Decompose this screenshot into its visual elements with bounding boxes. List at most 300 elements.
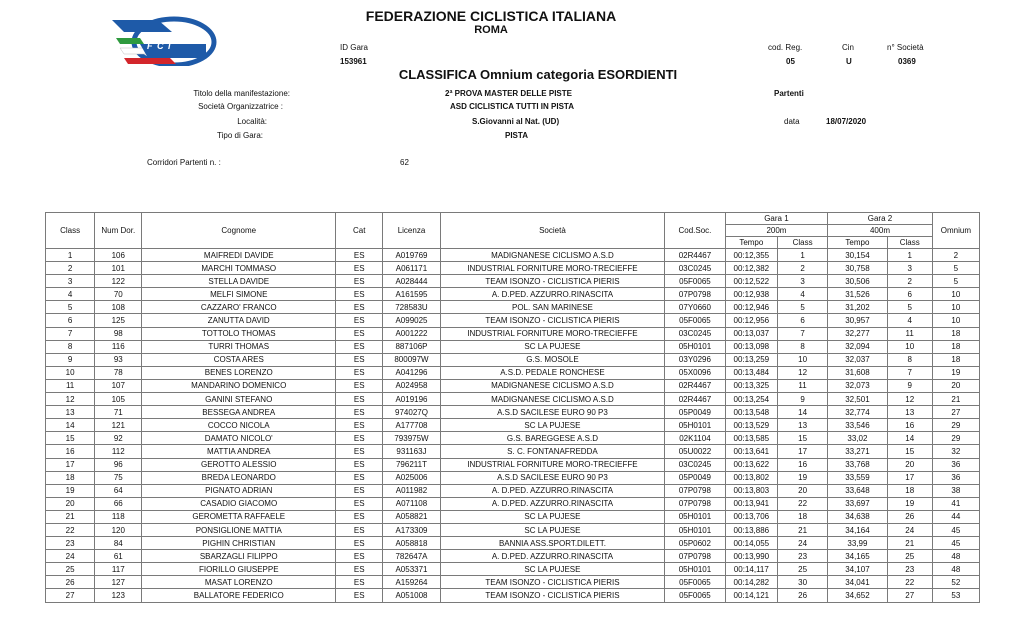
cell-gara2-class: 17 (887, 471, 932, 484)
cell-gara1-class: 25 (777, 563, 827, 576)
cell-societa: INDUSTRIAL FORNITURE MORO-TRECIEFFE (440, 327, 665, 340)
cell-num-dor: 64 (95, 484, 142, 497)
cell-cat: ES (336, 419, 383, 432)
cell-gara2-tempo: 34,107 (828, 563, 887, 576)
table-row (46, 497, 980, 510)
cell-gara1-tempo: 00:13,259 (725, 353, 777, 366)
cell-gara2-tempo: 31,526 (828, 288, 887, 301)
table-row (46, 406, 980, 419)
col-header-cat: Cat (336, 213, 383, 249)
cell-societa: INDUSTRIAL FORNITURE MORO-TRECIEFFE (440, 262, 665, 275)
cell-omnium: 5 (932, 262, 979, 275)
cell-cod-soc: 05P0049 (665, 471, 725, 484)
cell-gara1-tempo: 00:13,254 (725, 393, 777, 406)
tipo-label: Tipo di Gara: (217, 131, 263, 140)
gara2-tempo-header: Tempo (828, 237, 887, 249)
cell-gara2-tempo: 34,164 (828, 523, 887, 536)
table-row (46, 471, 980, 484)
cell-gara1-class: 17 (777, 445, 827, 458)
cell-class: 5 (46, 301, 95, 314)
cell-cognome: TOTTOLO THOMAS (142, 327, 336, 340)
cell-gara2-class: 5 (887, 301, 932, 314)
cell-societa: BANNIA ASS.SPORT.DILETT. (440, 537, 665, 550)
cell-gara1-tempo: 00:13,622 (725, 458, 777, 471)
col-header-class: Class (46, 213, 95, 249)
cell-gara1-tempo: 00:13,641 (725, 445, 777, 458)
table-row (46, 327, 980, 340)
col-header-omnium: Omnium (932, 213, 979, 249)
id-gara-value: 153961 (340, 57, 367, 66)
table-row (46, 484, 980, 497)
cell-societa: POL. SAN MARINESE (440, 301, 665, 314)
cell-cognome: MASAT LORENZO (142, 576, 336, 589)
cell-licenza: 728583U (383, 301, 440, 314)
cell-gara1-class: 14 (777, 406, 827, 419)
cell-gara1-tempo: 00:14,121 (725, 589, 777, 602)
cell-omnium: 45 (932, 523, 979, 536)
cell-cat: ES (336, 379, 383, 392)
cell-gara1-class: 15 (777, 432, 827, 445)
cell-gara2-tempo: 33,271 (828, 445, 887, 458)
cell-cat: ES (336, 550, 383, 563)
cell-licenza: 974027Q (383, 406, 440, 419)
cell-cat: ES (336, 393, 383, 406)
cell-gara1-class: 12 (777, 366, 827, 379)
cell-gara2-class: 19 (887, 497, 932, 510)
cell-gara2-tempo: 33,99 (828, 537, 887, 550)
table-row (46, 340, 980, 353)
cell-class: 13 (46, 406, 95, 419)
corridori-label: Corridori Partenti n. : (147, 158, 221, 167)
col-header-num-dor: Num Dor. (95, 213, 142, 249)
gara2-distance: 400m (828, 225, 933, 237)
cell-gara2-tempo: 34,638 (828, 510, 887, 523)
cell-omnium: 36 (932, 471, 979, 484)
cell-cod-soc: 05H0101 (665, 523, 725, 536)
table-row (46, 262, 980, 275)
cell-cognome: BESSEGA ANDREA (142, 406, 336, 419)
cell-gara1-tempo: 00:13,098 (725, 340, 777, 353)
cell-licenza: A041296 (383, 366, 440, 379)
cell-cod-soc: 05F0065 (665, 275, 725, 288)
table-row (46, 353, 980, 366)
cell-gara1-class: 4 (777, 288, 827, 301)
gara2-class-header: Class (887, 237, 932, 249)
cell-gara2-tempo: 33,768 (828, 458, 887, 471)
cell-gara2-tempo: 30,758 (828, 262, 887, 275)
table-row (46, 249, 980, 262)
cell-num-dor: 122 (95, 275, 142, 288)
cell-num-dor: 127 (95, 576, 142, 589)
cell-class: 18 (46, 471, 95, 484)
cell-cat: ES (336, 563, 383, 576)
societa-value: ASD CICLISTICA TUTTI IN PISTA (450, 102, 574, 111)
federation-city: ROMA (474, 24, 508, 36)
cell-gara1-class: 10 (777, 353, 827, 366)
tipo-value: PISTA (505, 131, 528, 140)
cell-cod-soc: 03C0245 (665, 262, 725, 275)
cell-gara2-class: 11 (887, 327, 932, 340)
cell-num-dor: 120 (95, 523, 142, 536)
cell-societa: A. D.PED. AZZURRO.RINASCITA (440, 497, 665, 510)
cell-num-dor: 96 (95, 458, 142, 471)
col-header-gara2: Gara 2 (828, 213, 933, 225)
cell-licenza: A024958 (383, 379, 440, 392)
cell-cod-soc: 05H0101 (665, 419, 725, 432)
cell-cat: ES (336, 589, 383, 602)
cell-class: 19 (46, 484, 95, 497)
cell-omnium: 41 (932, 497, 979, 510)
cell-omnium: 38 (932, 484, 979, 497)
col-header-licenza: Licenza (383, 213, 440, 249)
cell-gara2-tempo: 30,506 (828, 275, 887, 288)
cell-societa: TEAM ISONZO - CICLISTICA PIERIS (440, 576, 665, 589)
cell-cat: ES (336, 262, 383, 275)
cell-cod-soc: 02R4467 (665, 379, 725, 392)
cell-licenza: A058818 (383, 537, 440, 550)
cell-cod-soc: 07P0798 (665, 497, 725, 510)
data-value: 18/07/2020 (826, 117, 867, 126)
cell-cognome: MARCHI TOMMASO (142, 262, 336, 275)
cell-cognome: COSTA ARES (142, 353, 336, 366)
cell-omnium: 10 (932, 288, 979, 301)
cell-societa: A. D.PED. AZZURRO.RINASCITA (440, 288, 665, 301)
cell-cod-soc: 05X0096 (665, 366, 725, 379)
cell-cognome: MAIFREDI DAVIDE (142, 249, 336, 262)
cell-num-dor: 84 (95, 537, 142, 550)
cell-gara1-class: 16 (777, 458, 827, 471)
cell-cod-soc: 05U0022 (665, 445, 725, 458)
cell-societa: G.S. BAREGGESE A.S.D (440, 432, 665, 445)
cell-licenza: A061171 (383, 262, 440, 275)
cell-cod-soc: 02R4467 (665, 393, 725, 406)
cell-class: 23 (46, 537, 95, 550)
cell-gara1-class: 24 (777, 537, 827, 550)
cell-omnium: 10 (932, 301, 979, 314)
cell-gara1-tempo: 00:12,355 (725, 249, 777, 262)
cell-class: 20 (46, 497, 95, 510)
cell-cod-soc: 02K1104 (665, 432, 725, 445)
cell-cognome: DAMATO NICOLO' (142, 432, 336, 445)
col-header-cognome: Cognome (142, 213, 336, 249)
cell-num-dor: 66 (95, 497, 142, 510)
cell-cat: ES (336, 432, 383, 445)
cell-cat: ES (336, 340, 383, 353)
cell-cognome: BREDA LEONARDO (142, 471, 336, 484)
cell-omnium: 48 (932, 550, 979, 563)
cell-num-dor: 93 (95, 353, 142, 366)
cell-cat: ES (336, 249, 383, 262)
cin-label: Cin (842, 43, 855, 52)
cell-gara2-tempo: 32,037 (828, 353, 887, 366)
table-row (46, 445, 980, 458)
cell-cognome: COCCO NICOLA (142, 419, 336, 432)
cell-societa: SC LA PUJESE (440, 340, 665, 353)
cell-gara1-tempo: 00:13,037 (725, 327, 777, 340)
cell-gara2-tempo: 32,277 (828, 327, 887, 340)
cell-gara1-tempo: 00:12,382 (725, 262, 777, 275)
gara1-class-header: Class (777, 237, 827, 249)
cell-gara2-tempo: 34,652 (828, 589, 887, 602)
cell-num-dor: 92 (95, 432, 142, 445)
cell-cat: ES (336, 406, 383, 419)
cell-gara2-tempo: 32,774 (828, 406, 887, 419)
table-row (46, 366, 980, 379)
titolo-label: Titolo della manifestazione: (193, 89, 290, 98)
cell-gara1-tempo: 00:14,282 (725, 576, 777, 589)
cell-gara2-class: 4 (887, 314, 932, 327)
cell-cod-soc: 03C0245 (665, 327, 725, 340)
cell-omnium: 18 (932, 340, 979, 353)
cell-gara2-tempo: 33,697 (828, 497, 887, 510)
cell-num-dor: 71 (95, 406, 142, 419)
cell-class: 25 (46, 563, 95, 576)
cell-licenza: A011982 (383, 484, 440, 497)
cell-societa: SC LA PUJESE (440, 419, 665, 432)
cell-class: 7 (46, 327, 95, 340)
table-row (46, 537, 980, 550)
cell-gara2-tempo: 33,648 (828, 484, 887, 497)
cell-gara1-tempo: 00:12,956 (725, 314, 777, 327)
cell-omnium: 18 (932, 327, 979, 340)
cell-gara1-class: 19 (777, 471, 827, 484)
cell-cognome: BENES LORENZO (142, 366, 336, 379)
gara1-distance: 200m (725, 225, 828, 237)
cell-licenza: A053371 (383, 563, 440, 576)
table-row (46, 379, 980, 392)
cell-gara1-tempo: 00:13,941 (725, 497, 777, 510)
cell-gara2-tempo: 33,02 (828, 432, 887, 445)
cell-omnium: 27 (932, 406, 979, 419)
cell-gara2-class: 12 (887, 393, 932, 406)
cell-gara2-class: 27 (887, 589, 932, 602)
cell-num-dor: 112 (95, 445, 142, 458)
cell-omnium: 20 (932, 379, 979, 392)
cell-cognome: SBARZAGLI FILIPPO (142, 550, 336, 563)
cell-gara1-class: 6 (777, 314, 827, 327)
cell-omnium: 45 (932, 537, 979, 550)
cell-class: 4 (46, 288, 95, 301)
cell-cod-soc: 05H0101 (665, 510, 725, 523)
cell-societa: INDUSTRIAL FORNITURE MORO-TRECIEFFE (440, 458, 665, 471)
cell-cod-soc: 07P0798 (665, 550, 725, 563)
cell-licenza: A058821 (383, 510, 440, 523)
cell-num-dor: 116 (95, 340, 142, 353)
cell-gara1-tempo: 00:13,585 (725, 432, 777, 445)
table-row (46, 510, 980, 523)
cell-societa: G.S. MOSOLE (440, 353, 665, 366)
cell-cod-soc: 07Y0660 (665, 301, 725, 314)
cell-societa: A.S.D SACILESE EURO 90 P3 (440, 471, 665, 484)
cin-value: U (846, 57, 852, 66)
cod-reg-label: cod. Reg. (768, 43, 803, 52)
cell-class: 27 (46, 589, 95, 602)
cell-omnium: 44 (932, 510, 979, 523)
cell-gara2-class: 18 (887, 484, 932, 497)
cell-omnium: 29 (932, 419, 979, 432)
cell-gara2-tempo: 32,094 (828, 340, 887, 353)
cell-societa: A.S.D SACILESE EURO 90 P3 (440, 406, 665, 419)
cell-societa: MADIGNANESE CICLISMO A.S.D (440, 249, 665, 262)
cell-licenza: 931163J (383, 445, 440, 458)
cell-cognome: MATTIA ANDREA (142, 445, 336, 458)
cell-cognome: CASADIO GIACOMO (142, 497, 336, 510)
cell-gara1-tempo: 00:14,117 (725, 563, 777, 576)
cell-gara2-tempo: 33,546 (828, 419, 887, 432)
cell-class: 17 (46, 458, 95, 471)
cell-gara2-class: 26 (887, 510, 932, 523)
cell-cognome: PONSIGLIONE MATTIA (142, 523, 336, 536)
cell-num-dor: 121 (95, 419, 142, 432)
cell-cod-soc: 02R4467 (665, 249, 725, 262)
col-header-cod-soc: Cod.Soc. (665, 213, 725, 249)
cell-societa: S. C. FONTANAFREDDA (440, 445, 665, 458)
cell-class: 14 (46, 419, 95, 432)
cell-cod-soc: 05F0065 (665, 576, 725, 589)
corridori-value: 62 (400, 158, 409, 167)
cell-gara2-class: 7 (887, 366, 932, 379)
col-header-gara1: Gara 1 (725, 213, 828, 225)
cell-cognome: MANDARINO DOMENICO (142, 379, 336, 392)
cell-num-dor: 101 (95, 262, 142, 275)
cell-class: 2 (46, 262, 95, 275)
cell-gara2-class: 14 (887, 432, 932, 445)
cell-cognome: BALLATORE FEDERICO (142, 589, 336, 602)
cell-gara1-class: 23 (777, 550, 827, 563)
cell-licenza: 887106P (383, 340, 440, 353)
cell-gara1-class: 5 (777, 301, 827, 314)
col-header-societa: Società (440, 213, 665, 249)
results-body (46, 249, 980, 603)
cell-gara1-tempo: 00:14,055 (725, 537, 777, 550)
cell-cat: ES (336, 301, 383, 314)
cell-gara2-tempo: 34,041 (828, 576, 887, 589)
cell-class: 11 (46, 379, 95, 392)
cell-cat: ES (336, 366, 383, 379)
cell-omnium: 53 (932, 589, 979, 602)
cell-licenza: A099025 (383, 314, 440, 327)
cell-gara1-class: 22 (777, 497, 827, 510)
cell-num-dor: 125 (95, 314, 142, 327)
titolo-value: 2ª PROVA MASTER DELLE PISTE (445, 89, 572, 98)
cell-gara1-class: 2 (777, 262, 827, 275)
cell-cod-soc: 05P0602 (665, 537, 725, 550)
cell-societa: SC LA PUJESE (440, 563, 665, 576)
cell-gara2-class: 3 (887, 262, 932, 275)
cell-omnium: 5 (932, 275, 979, 288)
cell-gara2-tempo: 33,559 (828, 471, 887, 484)
cell-gara1-tempo: 00:13,529 (725, 419, 777, 432)
cell-cat: ES (336, 497, 383, 510)
cod-reg-value: 05 (786, 57, 795, 66)
cell-licenza: 782647A (383, 550, 440, 563)
cell-cognome: PIGHIN CHRISTIAN (142, 537, 336, 550)
cell-gara2-class: 13 (887, 406, 932, 419)
cell-cat: ES (336, 510, 383, 523)
cell-cod-soc: 05F0065 (665, 589, 725, 602)
cell-licenza: A159264 (383, 576, 440, 589)
cell-class: 6 (46, 314, 95, 327)
gara1-tempo-header: Tempo (725, 237, 777, 249)
table-row (46, 576, 980, 589)
localita-value: S.Giovanni al Nat. (UD) (472, 117, 560, 126)
cell-num-dor: 105 (95, 393, 142, 406)
table-row (46, 275, 980, 288)
cell-gara2-class: 16 (887, 419, 932, 432)
cell-licenza: A028444 (383, 275, 440, 288)
table-row (46, 523, 980, 536)
cell-cat: ES (336, 576, 383, 589)
cell-cat: ES (336, 275, 383, 288)
cell-gara2-class: 20 (887, 458, 932, 471)
cell-cod-soc: 05H0101 (665, 340, 725, 353)
cell-gara1-class: 8 (777, 340, 827, 353)
cell-licenza: 796211T (383, 458, 440, 471)
n-societa-value: 0369 (898, 57, 916, 66)
cell-gara1-class: 30 (777, 576, 827, 589)
cell-omnium: 10 (932, 314, 979, 327)
cell-gara1-class: 20 (777, 484, 827, 497)
cell-class: 26 (46, 576, 95, 589)
cell-licenza: A019196 (383, 393, 440, 406)
cell-cat: ES (336, 484, 383, 497)
cell-num-dor: 75 (95, 471, 142, 484)
cell-gara2-class: 10 (887, 340, 932, 353)
cell-cod-soc: 07P0798 (665, 288, 725, 301)
cell-licenza: 800097W (383, 353, 440, 366)
cell-licenza: A051008 (383, 589, 440, 602)
cell-gara1-tempo: 00:13,484 (725, 366, 777, 379)
cell-gara2-class: 1 (887, 249, 932, 262)
cell-omnium: 48 (932, 563, 979, 576)
table-row (46, 589, 980, 602)
cell-gara2-tempo: 30,957 (828, 314, 887, 327)
cell-licenza: A071108 (383, 497, 440, 510)
cell-gara1-tempo: 00:13,706 (725, 510, 777, 523)
societa-label: Società Organizzatrice : (198, 102, 283, 111)
cell-num-dor: 117 (95, 563, 142, 576)
cell-cat: ES (336, 314, 383, 327)
table-row (46, 550, 980, 563)
cell-societa: TEAM ISONZO - CICLISTICA PIERIS (440, 589, 665, 602)
cell-class: 16 (46, 445, 95, 458)
cell-num-dor: 61 (95, 550, 142, 563)
cell-cognome: CAZZARO' FRANCO (142, 301, 336, 314)
cell-num-dor: 106 (95, 249, 142, 262)
cell-gara1-tempo: 00:13,803 (725, 484, 777, 497)
cell-gara2-class: 24 (887, 523, 932, 536)
cell-omnium: 21 (932, 393, 979, 406)
cell-gara2-class: 25 (887, 550, 932, 563)
cell-cod-soc: 05P0049 (665, 406, 725, 419)
cell-cat: ES (336, 288, 383, 301)
cell-cod-soc: 03C0245 (665, 458, 725, 471)
cell-cognome: PIGNATO ADRIAN (142, 484, 336, 497)
cell-num-dor: 70 (95, 288, 142, 301)
cell-cognome: GEROTTO ALESSIO (142, 458, 336, 471)
cell-gara1-class: 9 (777, 393, 827, 406)
cell-class: 24 (46, 550, 95, 563)
cell-class: 21 (46, 510, 95, 523)
cell-cat: ES (336, 471, 383, 484)
cell-omnium: 18 (932, 353, 979, 366)
cell-cognome: MELFI SIMONE (142, 288, 336, 301)
cell-gara1-class: 21 (777, 523, 827, 536)
cell-omnium: 2 (932, 249, 979, 262)
cell-gara2-class: 22 (887, 576, 932, 589)
cell-gara1-tempo: 00:12,938 (725, 288, 777, 301)
cell-societa: MADIGNANESE CICLISMO A.S.D (440, 379, 665, 392)
